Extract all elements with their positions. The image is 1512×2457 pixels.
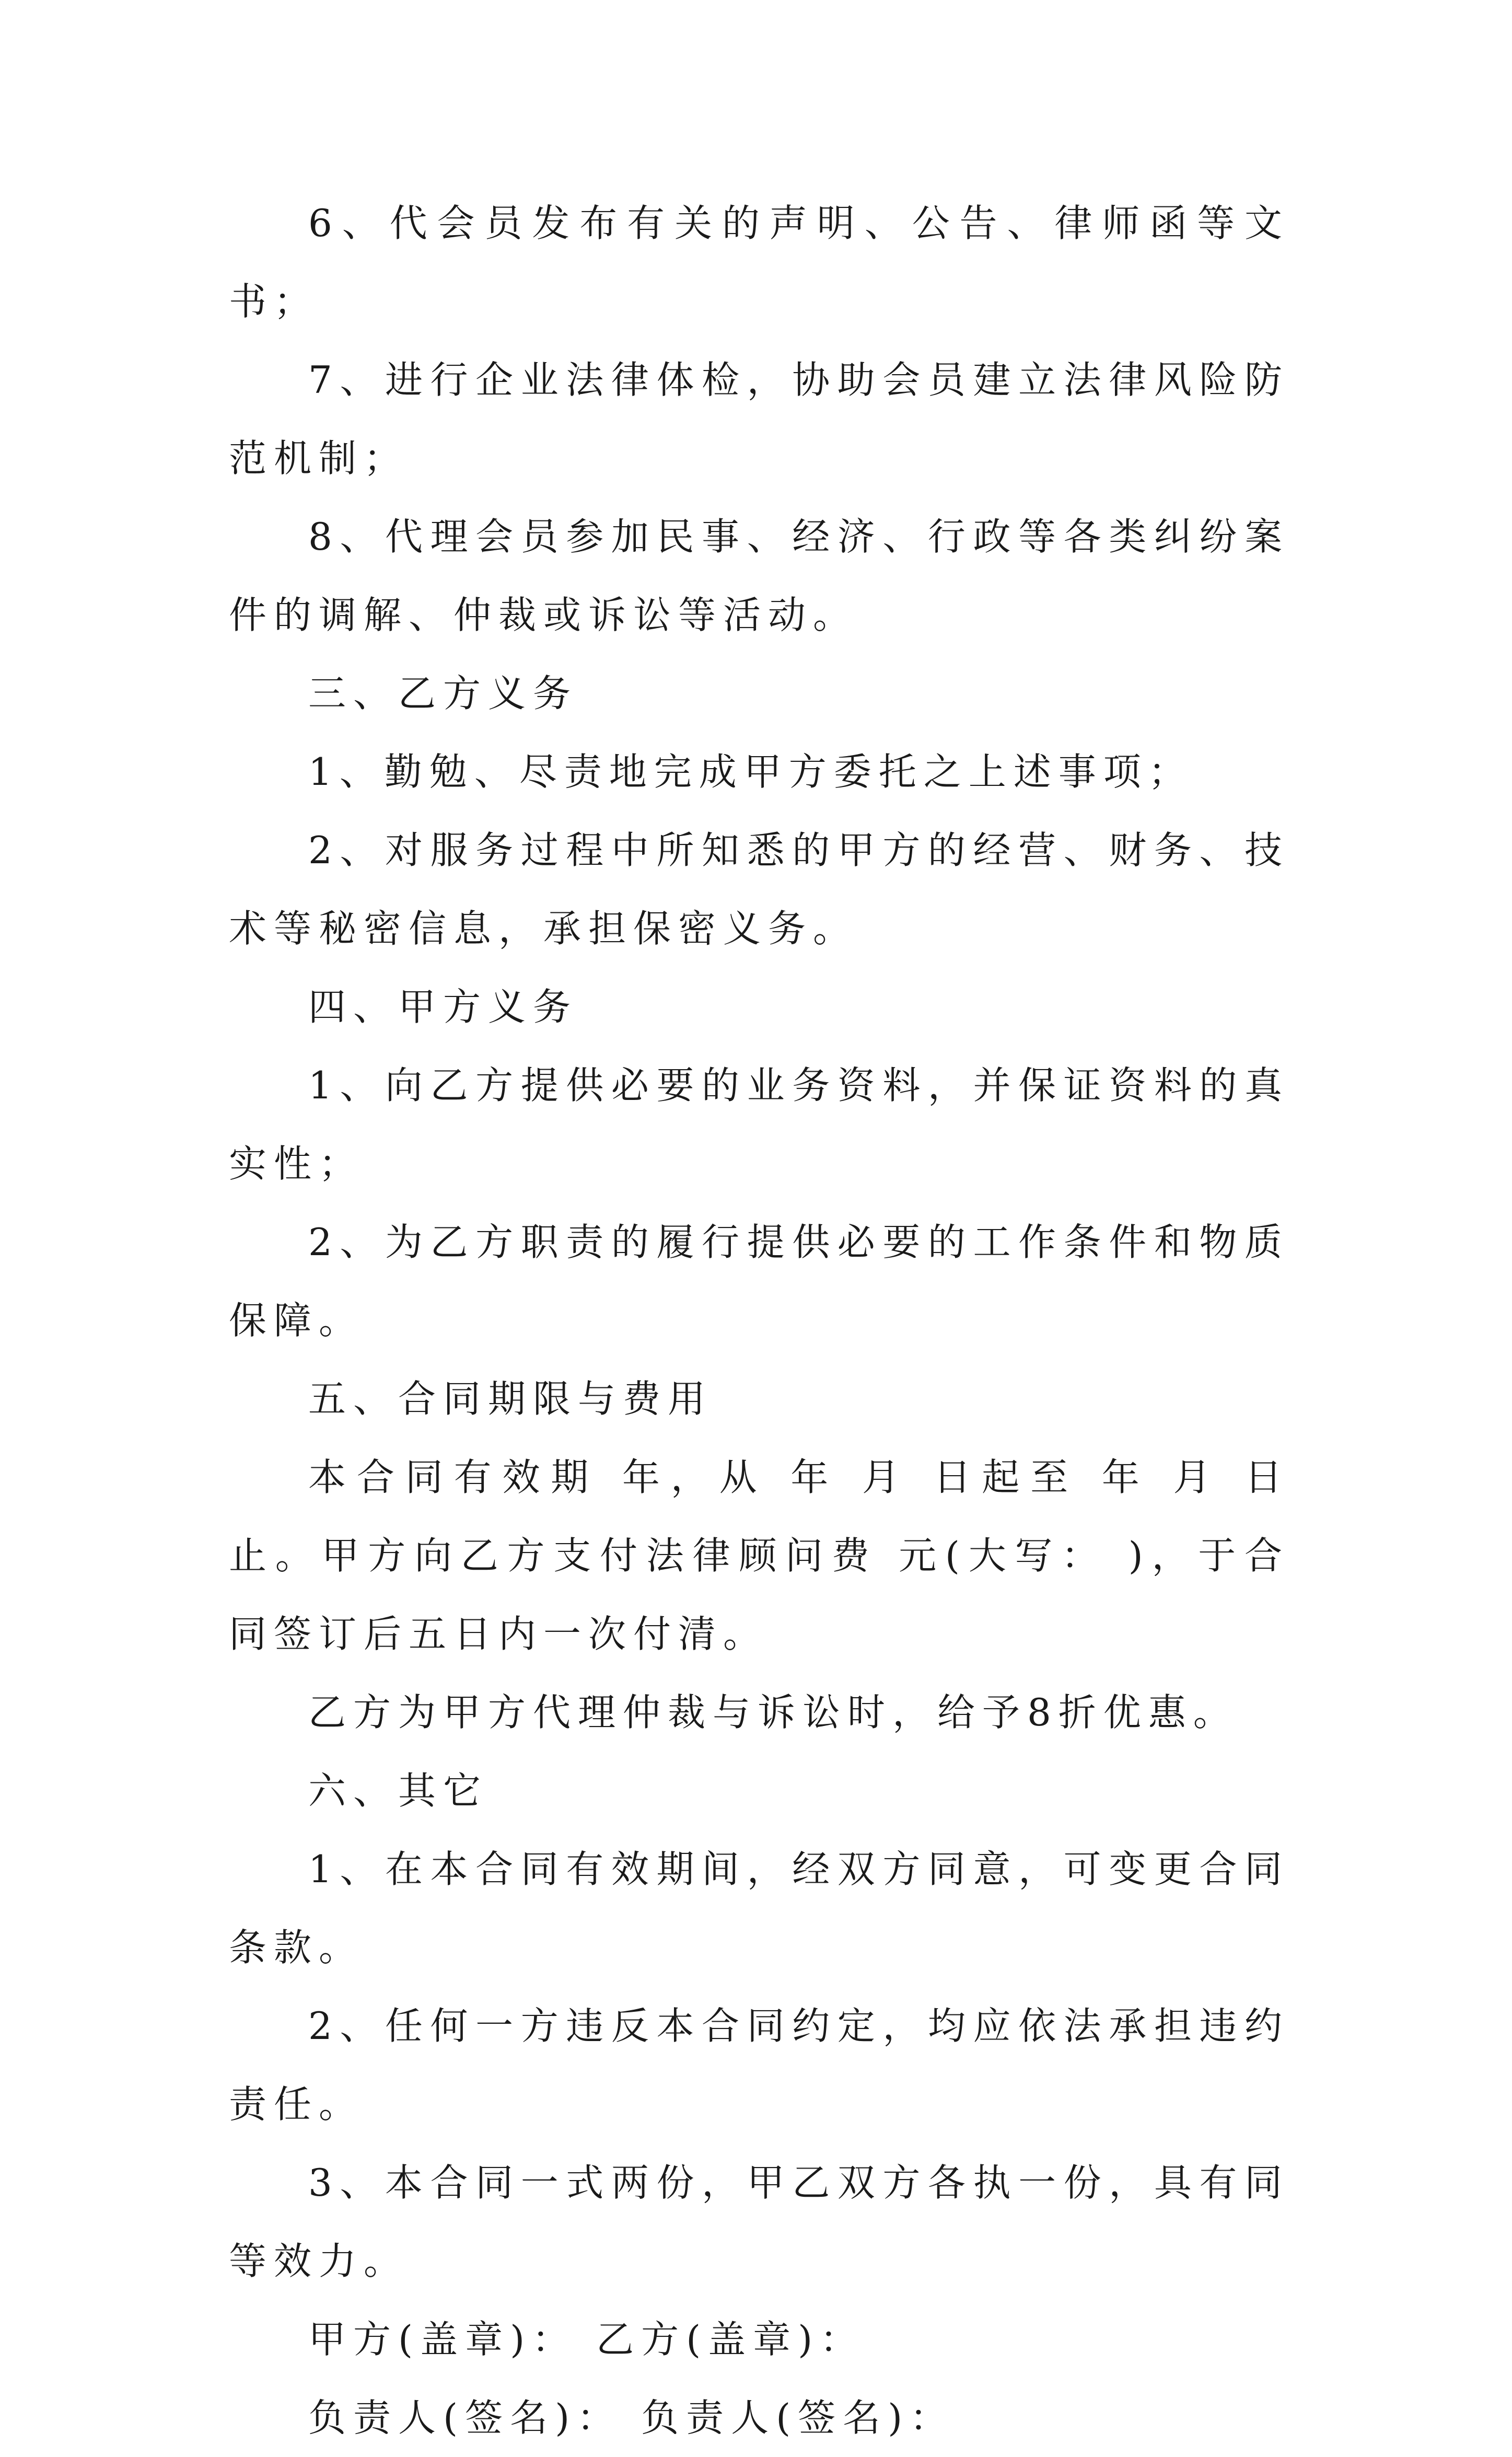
party-a-seal-label: 甲方(盖章)： xyxy=(308,2317,577,2361)
document-body xyxy=(229,184,1289,2457)
paragraph-party-b-duty-2: 2、对服务过程中所知悉的甲方的经营、财务、技术等秘密信息，承担保密义务。 xyxy=(229,828,1289,951)
seal-line xyxy=(229,2300,1289,2379)
section-heading-party-a-duties: 四、甲方义务 xyxy=(308,985,578,1029)
section-heading-term-and-fees: 五、合同期限与费用 xyxy=(308,1377,713,1421)
party-a-signer-label: 负责人(签名)： xyxy=(308,2396,622,2440)
paragraph-item-8: 8、代理会员参加民事、经济、行政等各类纠纷案件的调解、仲裁或诉讼等活动。 xyxy=(229,515,1289,637)
paragraph-item-7: 7、进行企业法律体检，协助会员建立法律风险防范机制； xyxy=(229,358,1289,480)
paragraph-discount: 乙方为甲方代理仲裁与诉讼时，给予8折优惠。 xyxy=(308,1690,1238,1734)
paragraph-item-6: 6、代会员发布有关的声明、公告、律师函等文书； xyxy=(229,201,1289,323)
paragraph-party-a-duty-2: 2、为乙方职责的履行提供必要的工作条件和物质保障。 xyxy=(229,1220,1289,1342)
paragraph-other-1: 1、在本合同有效期间，经双方同意，可变更合同条款。 xyxy=(229,1847,1289,1969)
paragraph-party-b-duty-1: 1、勤勉、尽责地完成甲方委托之上述事项； xyxy=(308,750,1193,794)
paragraph-other-2: 2、任何一方违反本合同约定，均应依法承担违约责任。 xyxy=(229,2004,1289,2126)
paragraph-other-3: 3、本合同一式两份，甲乙双方各执一份，具有同等效力。 xyxy=(229,2161,1289,2283)
section-heading-party-b-duties: 三、乙方义务 xyxy=(308,671,578,715)
party-b-seal-label: 乙方(盖章)： xyxy=(596,2317,865,2361)
signer-line xyxy=(229,2379,1289,2457)
party-b-signer-label: 负责人(签名)： xyxy=(641,2396,955,2440)
paragraph-party-a-duty-1: 1、向乙方提供必要的业务资料，并保证资料的真实性； xyxy=(229,1063,1289,1186)
section-heading-other: 六、其它 xyxy=(308,1769,489,1813)
paragraph-term-and-fees: 本合同有效期 年，从 年 月 日起至 年 月 日止。甲方向乙方支付法律顾问费 元(大写： )，于合同签订后五日内一次付清。 xyxy=(229,1455,1289,1656)
